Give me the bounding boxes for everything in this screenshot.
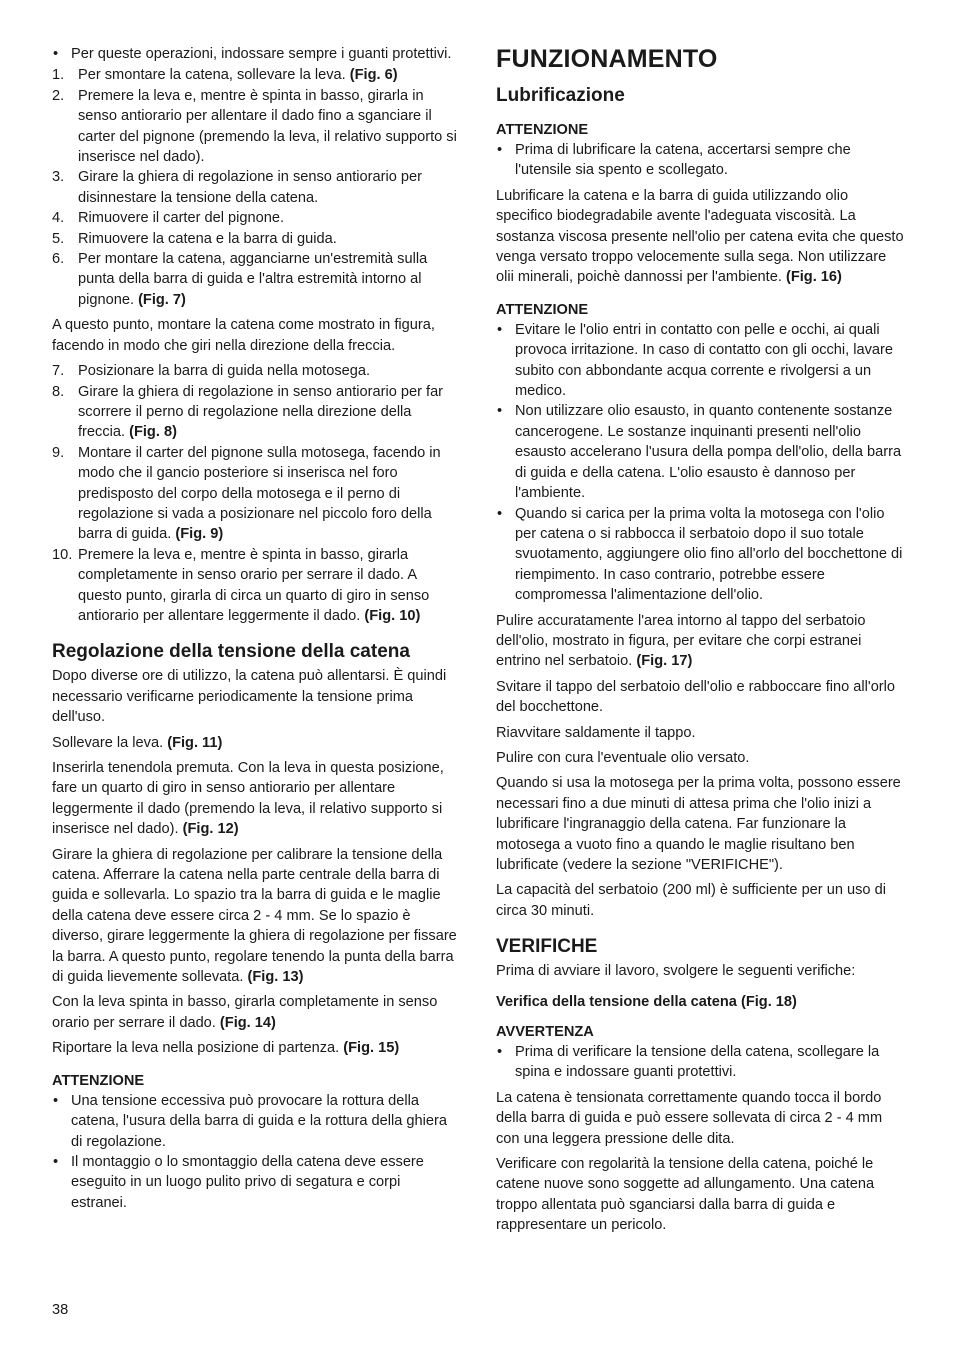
paragraph [496, 880, 906, 921]
step-item [52, 249, 457, 310]
bullet-marker: • [53, 46, 59, 62]
list-item [496, 320, 906, 402]
paragraph [496, 186, 906, 288]
paragraph-text: Pulire accuratamente l'area intorno al tappo del serbatoio dell'olio, mostrato in figura, per evitare che corpi estranei entrino nel serbatoio. [496, 612, 866, 670]
step-text: Posizionare la barra di guida nella motosega. [78, 363, 371, 380]
checks-intro: Prima di avviare il lavoro, svolgere le seguenti verifiche: [496, 963, 856, 980]
step-text: Rimuovere il carter del pignone. [78, 210, 285, 227]
paragraph-text: Quando si usa la motosega per la prima volta, possono essere necessari fino a due minuti di attesa prima che l'olio inizi a lubrificare l'ingranaggio della catena. Far funzionare la motosega a vuoto fino a quando le maglie risultano ben lubrificate (vedere la sezione "VERIFICHE"). [496, 775, 901, 873]
attention-list [496, 320, 906, 606]
right-column [496, 44, 906, 1241]
step-text: Girare la ghiera di regolazione in senso antiorario per far scorrere il perno di regolazione nella direzione della freccia. [78, 383, 444, 441]
step-number: 4. [52, 210, 65, 227]
paragraph-text: Riavvitare saldamente il tappo. [496, 724, 696, 741]
figure-ref: (Fig. 13) [247, 969, 304, 986]
step-text: Montare il carter del pignone sulla motosega, facendo in modo che il gancio posteriore si inserisca nel foro predisposto del corpo della motosega e il perno di regolazione si vada a posizionare nel piccolo foro della barra di guida. [78, 444, 441, 543]
list-item [496, 1042, 906, 1083]
figure-ref: (Fig. 10) [364, 607, 421, 624]
figure-ref: (Fig. 16) [785, 269, 842, 286]
paragraph-text: Pulire con cura l'eventuale olio versato. [496, 749, 750, 766]
step-number: 10. [52, 546, 73, 563]
paragraph: Verificare con regolarità la tensione della catena, poiché le catene nuove sono soggette ad allungamento. Una catena troppo allentata può sganciarsi dalla barra di guida e rappresentare un pericolo. [496, 1156, 875, 1234]
step-item [52, 443, 457, 545]
bullet-text: Prima di lubrificare la catena, accertarsi sempre che l'utensile sia spento e scollegato. [515, 142, 851, 179]
bullet-text: Il montaggio o lo smontaggio della catena deve essere eseguito in un luogo pulito privo di segatura e corpi estranei. [71, 1153, 424, 1211]
paragraph [52, 758, 457, 840]
attention-list [52, 1091, 457, 1213]
figure-ref: (Fig. 14) [219, 1014, 276, 1031]
attention-label: ATTENZIONE [52, 1072, 145, 1089]
left-column [52, 44, 457, 1218]
paragraph-text: Svitare il tappo del serbatoio dell'olio e rabboccare fino all'orlo del bocchettone. [496, 678, 896, 716]
figure-ref: (Fig. 12) [182, 821, 239, 838]
paragraph [496, 748, 906, 768]
paragraph-text: Inserirla tenendola premuta. Con la leva in questa posizione, fare un quarto di giro in senso antiorario per allentare leggermente il dado (premendo la leva, il relativo supporto si inserisce nel dado). [52, 760, 444, 838]
attention-label: ATTENZIONE [496, 122, 589, 138]
bullet-marker: • [497, 321, 503, 338]
step-text: Per smontare la catena, sollevare la leva. [78, 67, 350, 84]
steps-list-a [52, 65, 457, 310]
step-text: Per montare la catena, agganciarne un'estremità sulla punta della barra di guida e l'altra estremità intorno al pignone. [78, 251, 428, 308]
tension-heading: Regolazione della tensione della catena [52, 641, 410, 663]
bullet-text: Quando si carica per la prima volta la motosega con l'olio per catena o si rabbocca il serbatoio dopo il suo totale svuotamento, aggiungere olio fino all'orlo del bocchettone di riempimento. In caso contrario, potrebbe essere compromessa l'alimentazione dell'olio. [515, 505, 903, 604]
bullet-text: Una tensione eccessiva può provocare la rottura della catena, l'usura della barra di guida e la rottura della ghiera di regolazione. [71, 1092, 447, 1150]
figure-ref: (Fig. 15) [343, 1040, 400, 1057]
step-item [52, 545, 457, 627]
bullet-marker: • [53, 1092, 59, 1109]
step-item [52, 65, 457, 85]
step-number: 5. [52, 230, 65, 247]
list-item [52, 1091, 457, 1152]
list-item [496, 504, 906, 606]
figure-ref: (Fig. 7) [138, 291, 186, 308]
step-number: 8. [52, 383, 65, 400]
section-title: FUNZIONAMENTO [496, 45, 718, 73]
figure-ref: (Fig. 9) [175, 526, 224, 543]
paragraph-text: Sollevare la leva. [52, 734, 168, 751]
checks-subheading: Verifica della tensione della catena (Fig. 18) [496, 993, 797, 1010]
paragraph [52, 666, 457, 727]
bullet-marker: • [497, 505, 503, 522]
paragraph-text: Riportare la leva nella posizione di partenza. [52, 1040, 344, 1057]
paragraph [52, 1038, 457, 1058]
list-item [52, 1152, 457, 1213]
list-item [52, 44, 457, 64]
step-item [52, 208, 457, 228]
step-text: Premere la leva e, mentre è spinta in basso, girarla completamente in senso orario per serrare il dado. A questo punto, girarla di circa un quarto di giro in senso antiorario per allentare leggermente il dado. [78, 546, 430, 624]
step-text: Rimuovere la catena e la barra di guida. [78, 230, 337, 247]
paragraph [496, 611, 906, 672]
paragraph [496, 677, 906, 718]
step-text: Premere la leva e, mentre è spinta in basso, girarla in senso antiorario per allentare il dado fino a sganciare il carter del pignone (premendo la leva, il relativo supporto si inserisce nel dado). [78, 87, 457, 166]
bullet-marker: • [497, 142, 503, 158]
paragraph-text: Lubrificare la catena e la barra di guida utilizzando olio specifico biodegradabile avente l'adeguata viscosità. La sostanza viscosa presente nell'olio per catena evita che questo venga versato troppo velocemente sulla sega. Non utilizzare olii minerali, poichè dannossi per l'ambiente. [496, 187, 904, 286]
attention-list [496, 140, 906, 181]
paragraph-text: Dopo diverse ore di utilizzo, la catena può allentarsi. È quindi necessario verificarne periodicamente la tensione prima dell'uso. [52, 668, 447, 726]
step-number: 6. [52, 251, 65, 268]
bullet-text: Non utilizzare olio esausto, in quanto contenente sostanze cancerogene. Le sostanze inquinanti presenti nell'olio esausto accelerano l'usura della pompa dell'olio, della barra di guida e della catena. L'olio esausto è dannoso per l'ambiente. [515, 403, 902, 502]
paragraph [496, 723, 906, 743]
step-item [52, 167, 457, 208]
step-item [52, 229, 457, 249]
lubrication-heading: Lubrificazione [496, 85, 625, 106]
warning-list [496, 1042, 906, 1083]
assembly-note: A questo punto, montare la catena come mostrato in figura, facendo in modo che giri nella direzione della freccia. [52, 317, 435, 354]
step-number: 7. [52, 363, 65, 380]
intro-bullet-text: Per queste operazioni, indossare sempre i guanti protettivi. [71, 46, 452, 62]
paragraph [52, 992, 457, 1033]
step-item [52, 382, 457, 443]
steps-list-b [52, 361, 457, 626]
step-number: 2. [52, 87, 65, 104]
step-item [52, 361, 457, 381]
figure-ref: (Fig. 6) [349, 67, 398, 84]
step-text: Girare la ghiera di regolazione in senso antiorario per disinnestare la tensione della catena. [78, 169, 422, 206]
warning-label: AVVERTENZA [496, 1024, 594, 1041]
step-number: 9. [52, 444, 65, 461]
attention-label: ATTENZIONE [496, 301, 589, 318]
checks-heading: VERIFICHE [496, 936, 598, 958]
list-item [496, 140, 906, 181]
page-number: 38 [52, 1302, 69, 1318]
figure-ref: (Fig. 17) [636, 653, 693, 670]
intro-bullet-list [52, 44, 457, 64]
paragraph-text: La capacità del serbatoio (200 ml) è sufficiente per un uso di circa 30 minuti. [496, 882, 886, 919]
paragraph-text: Girare la ghiera di regolazione per calibrare la tensione della catena. Afferrare la catena nella parte centrale della barra di guida e sollevarla. Lo spazio tra la barra di guida e le maglie della catena deve essere circa 2 - 4 mm. Se lo spazio è diverso, girare leggermente la ghiera di regolazione per fissare la barra. A questo punto, regolare tenendo la punta della barra di guida lievemente sollevata. [52, 846, 457, 986]
bullet-text: Evitare le l'olio entri in contatto con pelle e occhi, ai quali provoca irritazione. In caso di contatto con gli occhi, lavare subito con abbondante acqua corrente e rivolgersi a un medico. [515, 321, 894, 400]
step-number: 1. [52, 67, 65, 84]
paragraph [52, 733, 457, 753]
bullet-marker: • [497, 403, 503, 420]
paragraph [496, 773, 906, 875]
bullet-marker: • [497, 1044, 503, 1061]
list-item [496, 401, 906, 503]
paragraph [52, 845, 457, 988]
figure-ref: (Fig. 11) [167, 734, 223, 751]
figure-ref: (Fig. 8) [129, 424, 177, 441]
bullet-text: Prima di verificare la tensione della catena, scollegare la spina e indossare guanti protettivi. [515, 1044, 880, 1081]
step-number: 3. [52, 169, 65, 186]
step-item [52, 86, 457, 168]
paragraph-text: Con la leva spinta in basso, girarla completamente in senso orario per serrare il dado. [52, 994, 438, 1031]
paragraph: La catena è tensionata correttamente quando tocca il bordo della barra di guida e può essere sollevata di circa 2 - 4 mm con una leggera pressione delle dita. [496, 1089, 883, 1147]
bullet-marker: • [53, 1153, 59, 1170]
